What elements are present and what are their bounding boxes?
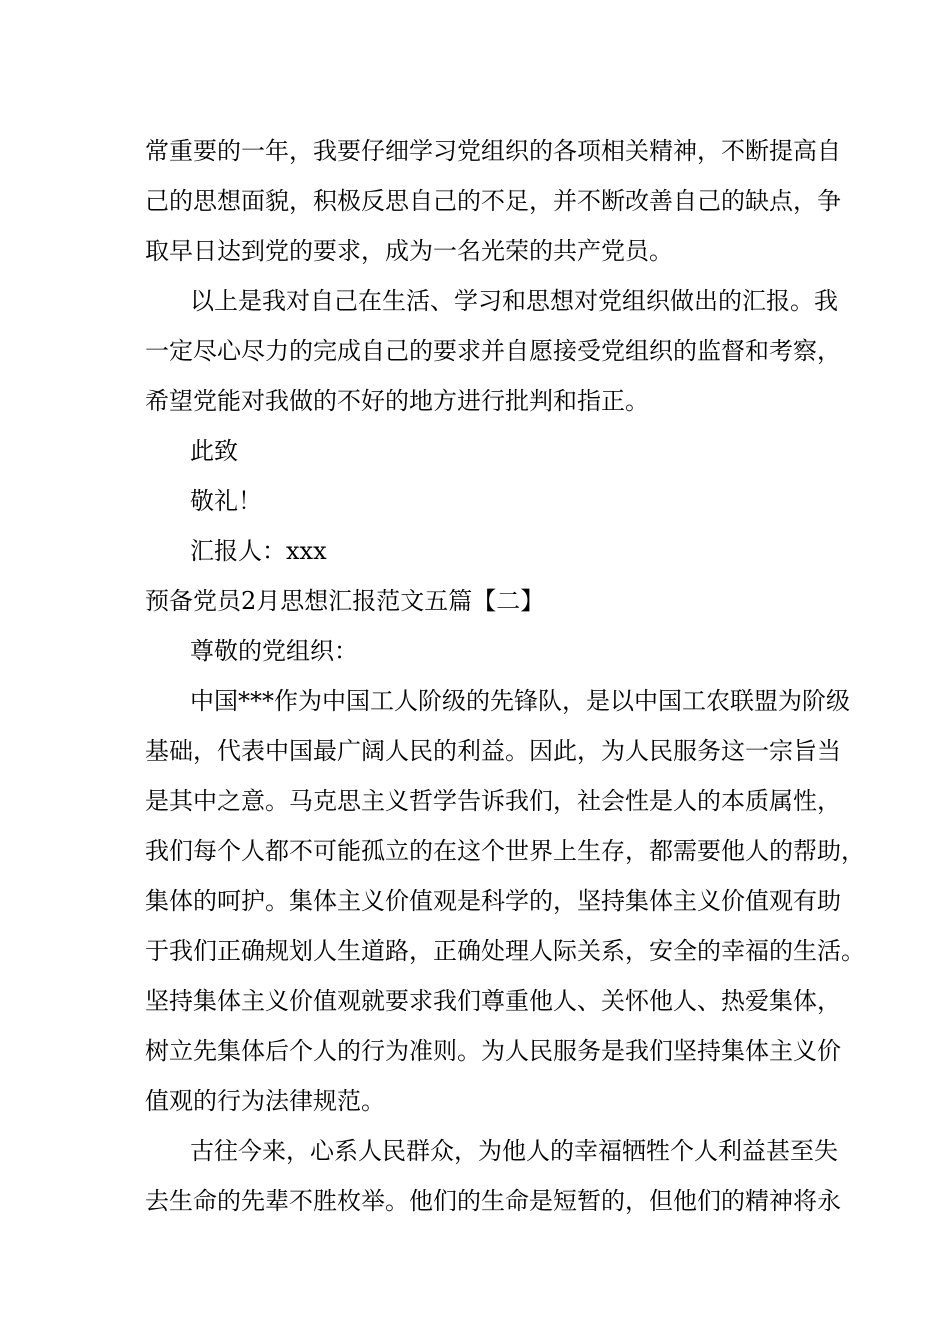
paragraph-line: 集体的呵护。集体主义价值观是科学的，坚持集体主义价值观有助 [145, 887, 841, 915]
paragraph-line: 希望党能对我做的不好的地方进行批判和指正。 [145, 387, 649, 415]
paragraph-line: 是其中之意。马克思主义哲学告诉我们，社会性是人的本质属性， [145, 787, 841, 815]
paragraph-line: 基础，代表中国最广阔人民的利益。因此，为人民服务这一宗旨当 [145, 737, 841, 765]
greeting: 尊敬的党组织： [190, 637, 358, 665]
paragraph-line: 于我们正确规划人生道路，正确处理人际关系，安全的幸福的生活。 [145, 937, 865, 965]
section-title: 预备党员2月思想汇报范文五篇【二】 [145, 587, 545, 615]
paragraph-line: 中国***作为中国工人阶级的先锋队，是以中国工农联盟为阶级 [190, 687, 850, 715]
paragraph-line: 一定尽心尽力的完成自己的要求并自愿接受党组织的监督和考察， [145, 337, 841, 365]
reporter-signature: 汇报人：xxx [190, 537, 327, 565]
paragraph-line: 常重要的一年，我要仔细学习党组织的各项相关精神，不断提高自 [145, 137, 841, 165]
closing-salutation: 此致 [190, 437, 238, 465]
paragraph-line: 我们每个人都不可能孤立的在这个世界上生存，都需要他人的帮助， [145, 837, 865, 865]
paragraph-line: 以上是我对自己在生活、学习和思想对党组织做出的汇报。我 [190, 287, 838, 315]
paragraph-line: 古往今来，心系人民群众，为他人的幸福牺牲个人利益甚至失 [190, 1137, 838, 1165]
paragraph-line: 坚持集体主义价值观就要求我们尊重他人、关怀他人、热爱集体， [145, 987, 841, 1015]
paragraph-line: 去生命的先辈不胜枚举。他们的生命是短暂的，但他们的精神将永 [145, 1187, 841, 1215]
paragraph-line: 己的思想面貌，积极反思自己的不足，并不断改善自己的缺点，争 [145, 187, 841, 215]
paragraph-line: 树立先集体后个人的行为准则。为人民服务是我们坚持集体主义价 [145, 1037, 841, 1065]
paragraph-line: 值观的行为法律规范。 [145, 1087, 385, 1115]
closing-respect: 敬礼！ [190, 487, 262, 515]
paragraph-line: 取早日达到党的要求，成为一名光荣的共产党员。 [145, 237, 673, 265]
